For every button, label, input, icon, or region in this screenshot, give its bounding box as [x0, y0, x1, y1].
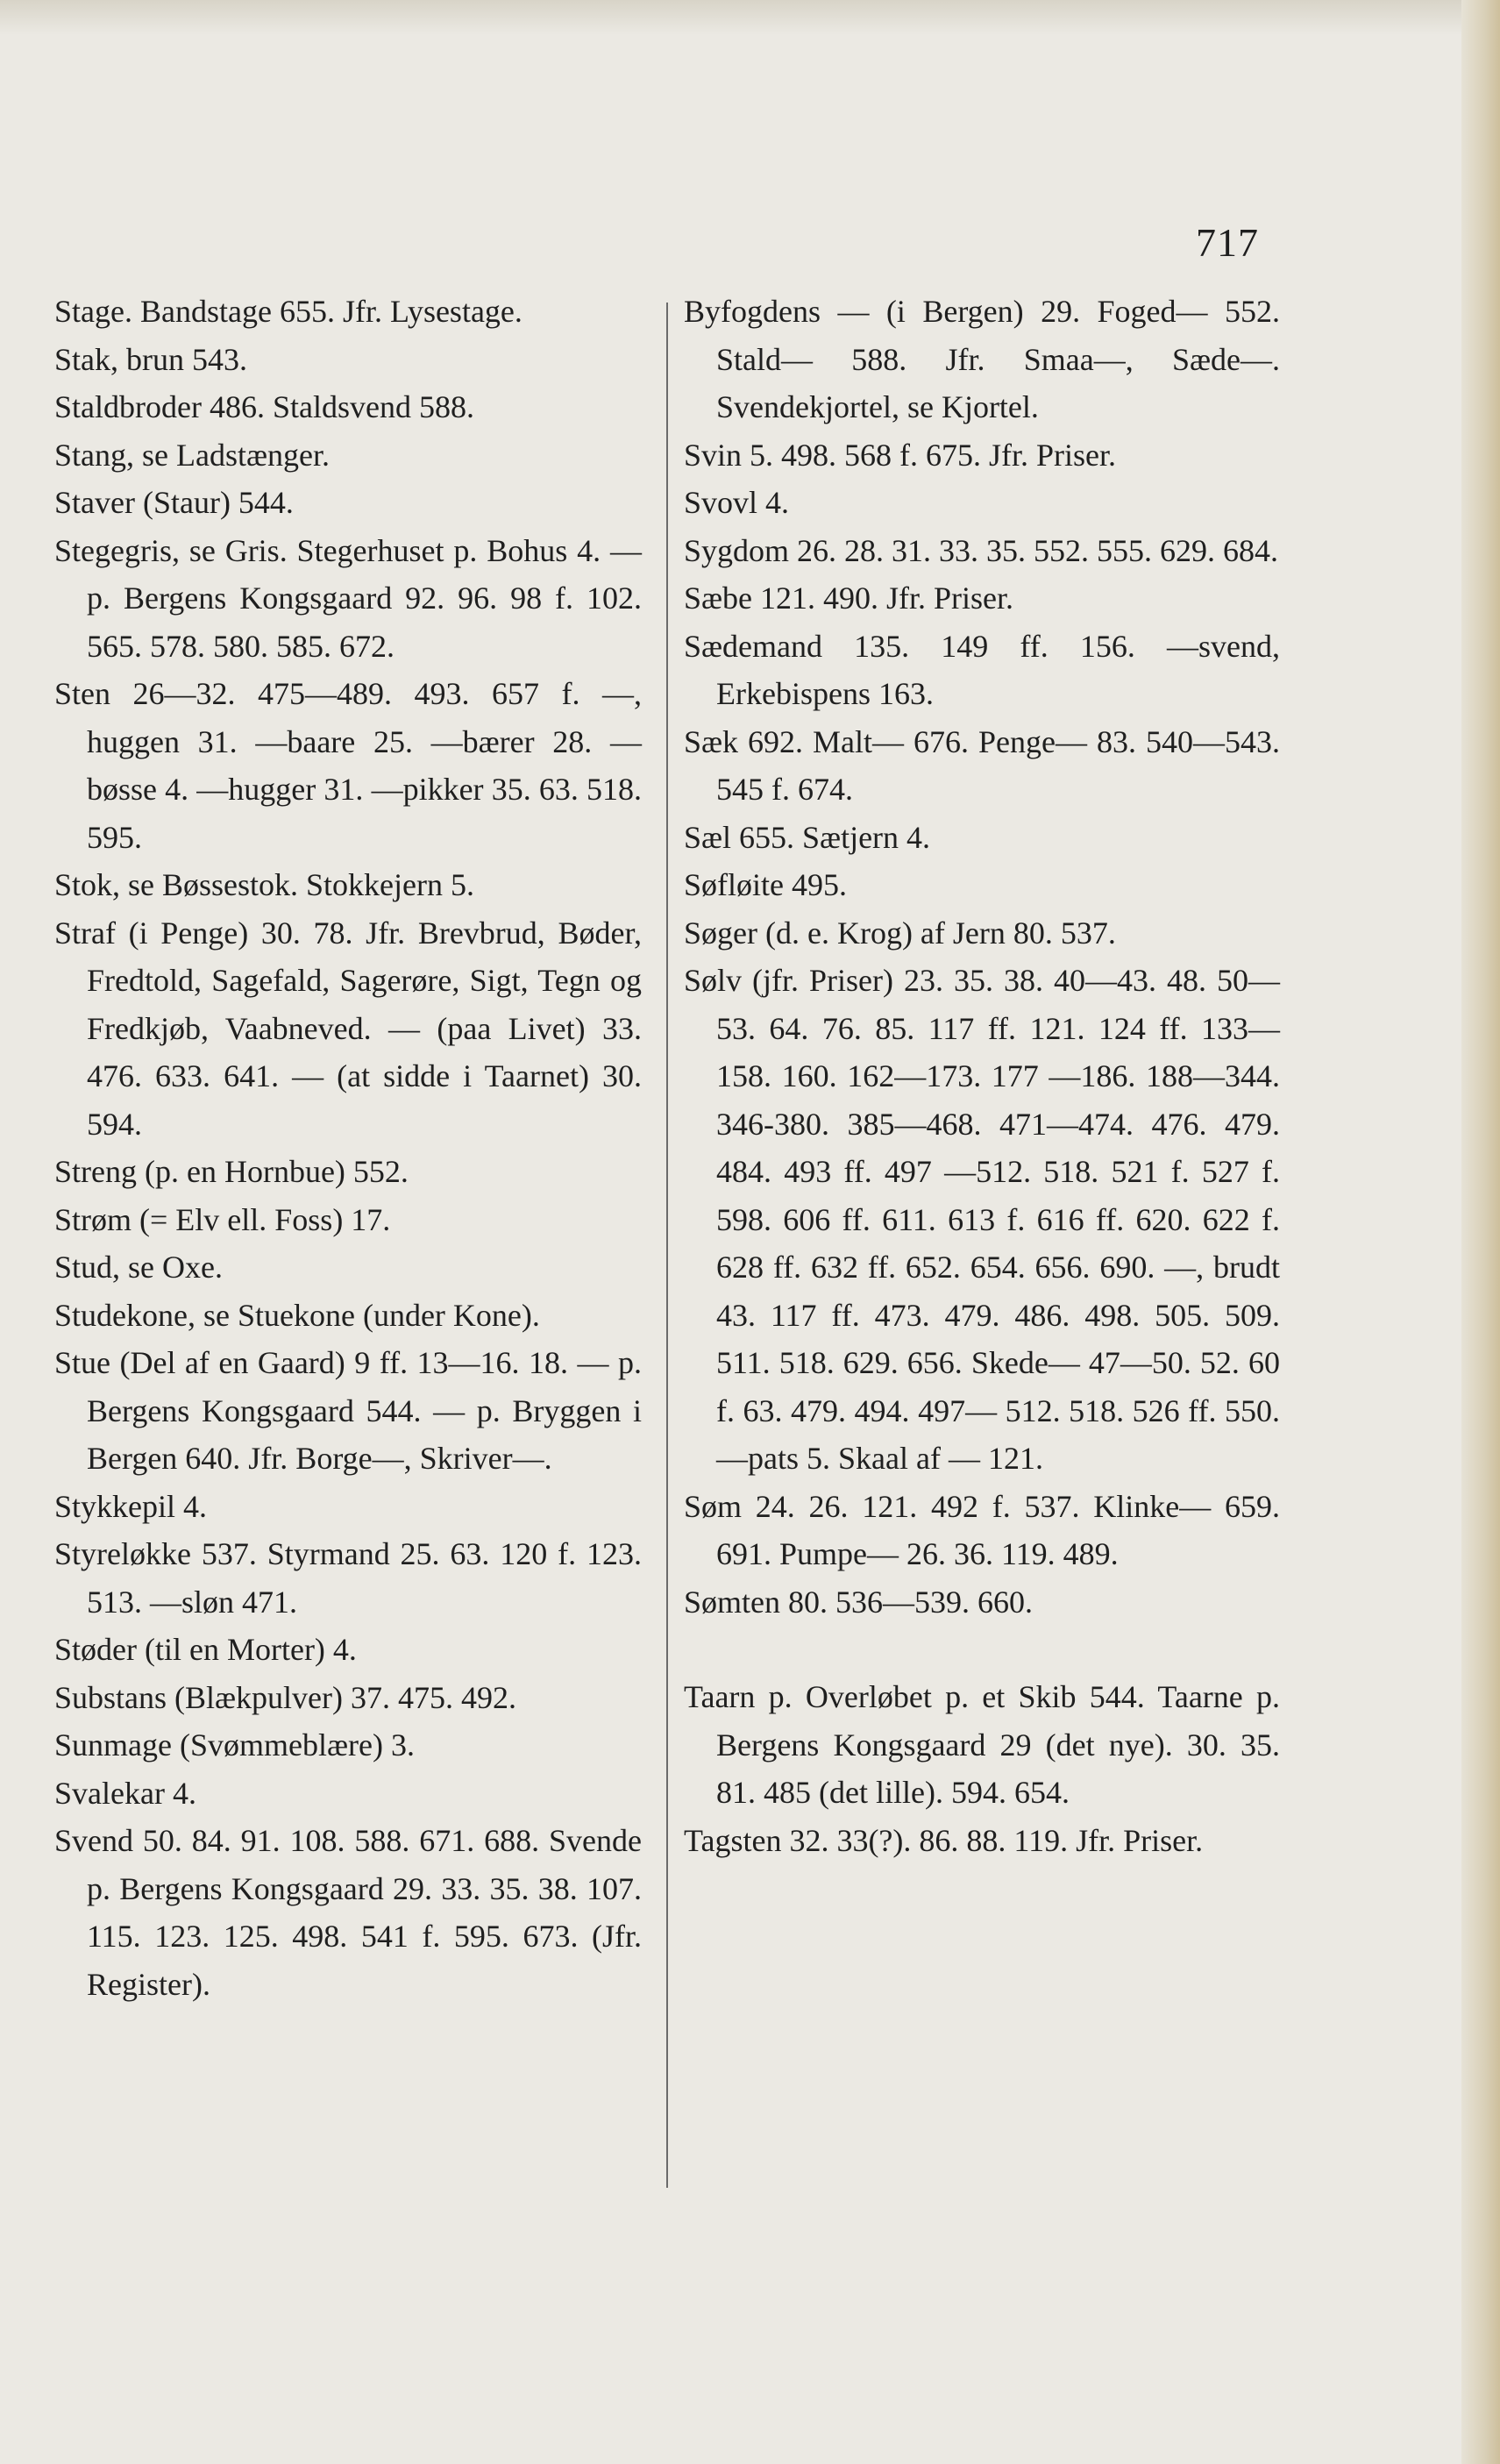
left-column [54, 288, 642, 2008]
right-column [684, 288, 1280, 1864]
index-entry: Strøm (= Elv ell. Foss) 17. [54, 1201, 391, 1237]
index-entry: Sæk 692. Malt— 676. Penge— 83. 540—543. 545 f. 674. [684, 723, 1280, 807]
index-entry: Stage. Bandstage 655. Jfr. Lysestage. [54, 294, 523, 329]
index-entry: Byfogdens — (i Bergen) 29. Foged— 552. Stald— 588. Jfr. Smaa—, Sæde—. Svendekjortel, se Kjortel. [684, 294, 1280, 424]
index-entry: Sædemand 135. 149 ff. 156. —svend, Erkebispens 163. [684, 628, 1280, 711]
index-entry: Tagsten 32. 33(?). 86. 88. 119. Jfr. Priser. [684, 1822, 1204, 1858]
index-entry: Sygdom 26. 28. 31. 33. 35. 552. 555. 629. 684. [684, 532, 1279, 568]
index-entry: Stak, brun 543. [54, 341, 247, 377]
page-number: 717 [1196, 220, 1259, 265]
index-entry: Studekone, se Stuekone (under Kone). [54, 1297, 540, 1333]
index-entry: Stegegris, se Gris. Stegerhuset p. Bohus 4. — p. Bergens Kongsgaard 92. 96. 98 f. 102. 565. 578. 580. 585. 672. [54, 532, 642, 664]
index-entry: Streng (p. en Hornbue) 552. [54, 1154, 409, 1189]
index-entry: Stok, se Bøssestok. Stokkejern 5. [54, 867, 475, 902]
column-divider [666, 303, 668, 2188]
index-entry: Sunmage (Svømmeblære) 3. [54, 1727, 415, 1763]
index-entry: Sølv (jfr. Priser) 23. 35. 38. 40—43. 48. 50—53. 64. 76. 85. 117 ff. 121. 124 ff. 133—158. 160. 162—173. 177 —186. 188—344. 346-380. 385—468. 471—474. 476. 479. 484. 493 ff. 497 —512. 518. 521 f. 527 f. 598. 606 ff. 611. 613 f. 616 ff. 620. 622 f. 628 ff. 632 ff. 652. 654. 656. 690. —, brudt 43. 117 ff. 473. 479. 486. 498. 505. 509. 511. 518. 629. 656. Skede— 47—50. 52. 60 f. 63. 479. 494. 497— 512. 518. 526 ff. 550. —pats 5. Skaal af — 121. [684, 963, 1280, 1476]
index-entry: Svalekar 4. [54, 1775, 196, 1811]
index-entry: Stue (Del af en Gaard) 9 ff. 13—16. 18. — p. Bergens Kongsgaard 544. — p. Bryggen i Bergen 640. Jfr. Borge—, Skriver—. [54, 1345, 642, 1476]
index-entry: Støder (til en Morter) 4. [54, 1632, 357, 1667]
index-entry: Staldbroder 486. Staldsvend 588. [54, 389, 474, 424]
index-entry: Straf (i Penge) 30. 78. Jfr. Brevbrud, Bøder, Fredtold, Sagefald, Sagerøre, Sigt, Tegn og Fredkjøb, Vaabneved. — (paa Livet) 33. 476. 633. 641. — (at sidde i Taarnet) 30. 594. [54, 915, 642, 1142]
index-entry: Stykkepil 4. [54, 1488, 208, 1524]
index-entry: Søm 24. 26. 121. 492 f. 537. Klinke— 659. 691. Pumpe— 26. 36. 119. 489. [684, 1488, 1280, 1571]
index-entry: Styreløkke 537. Styrmand 25. 63. 120 f. 123. 513. —sløn 471. [54, 1536, 642, 1620]
index-entry: Søger (d. e. Krog) af Jern 80. 537. [684, 915, 1116, 951]
index-entry: Taarn p. Overløbet p. et Skib 544. Taarne p. Bergens Kongsgaard 29 (det nye). 30. 35. 81. 485 (det lille). 594. 654. [684, 1679, 1280, 1810]
index-entry: Søfløite 495. [684, 867, 847, 902]
index-entry: Staver (Staur) 544. [54, 485, 294, 520]
index-entry: Stud, se Oxe. [54, 1250, 223, 1285]
index-entry: Sæl 655. Sætjern 4. [684, 819, 931, 855]
index-entry: Sten 26—32. 475—489. 493. 657 f. —, huggen 31. —baare 25. —bærer 28. —bøsse 4. —hugger 31. —pikker 35. 63. 518. 595. [54, 676, 642, 855]
index-entry: Sømten 80. 536—539. 660. [684, 1584, 1034, 1620]
page-right-edge [1461, 0, 1500, 2464]
index-entry: Stang, se Ladstænger. [54, 437, 330, 473]
page-top-shadow [0, 0, 1500, 35]
index-entry: Svend 50. 84. 91. 108. 588. 671. 688. Svende p. Bergens Kongsgaard 29. 33. 35. 38. 107. 115. 123. 125. 498. 541 f. 595. 673. (Jfr. Register). [54, 1823, 642, 2002]
index-entry: Svin 5. 498. 568 f. 675. Jfr. Priser. [684, 437, 1117, 473]
index-entry: Sæbe 121. 490. Jfr. Priser. [684, 580, 1014, 616]
index-entry: Substans (Blækpulver) 37. 475. 492. [54, 1679, 516, 1715]
index-entry: Svovl 4. [684, 485, 790, 520]
section-gap [684, 1626, 1280, 1673]
